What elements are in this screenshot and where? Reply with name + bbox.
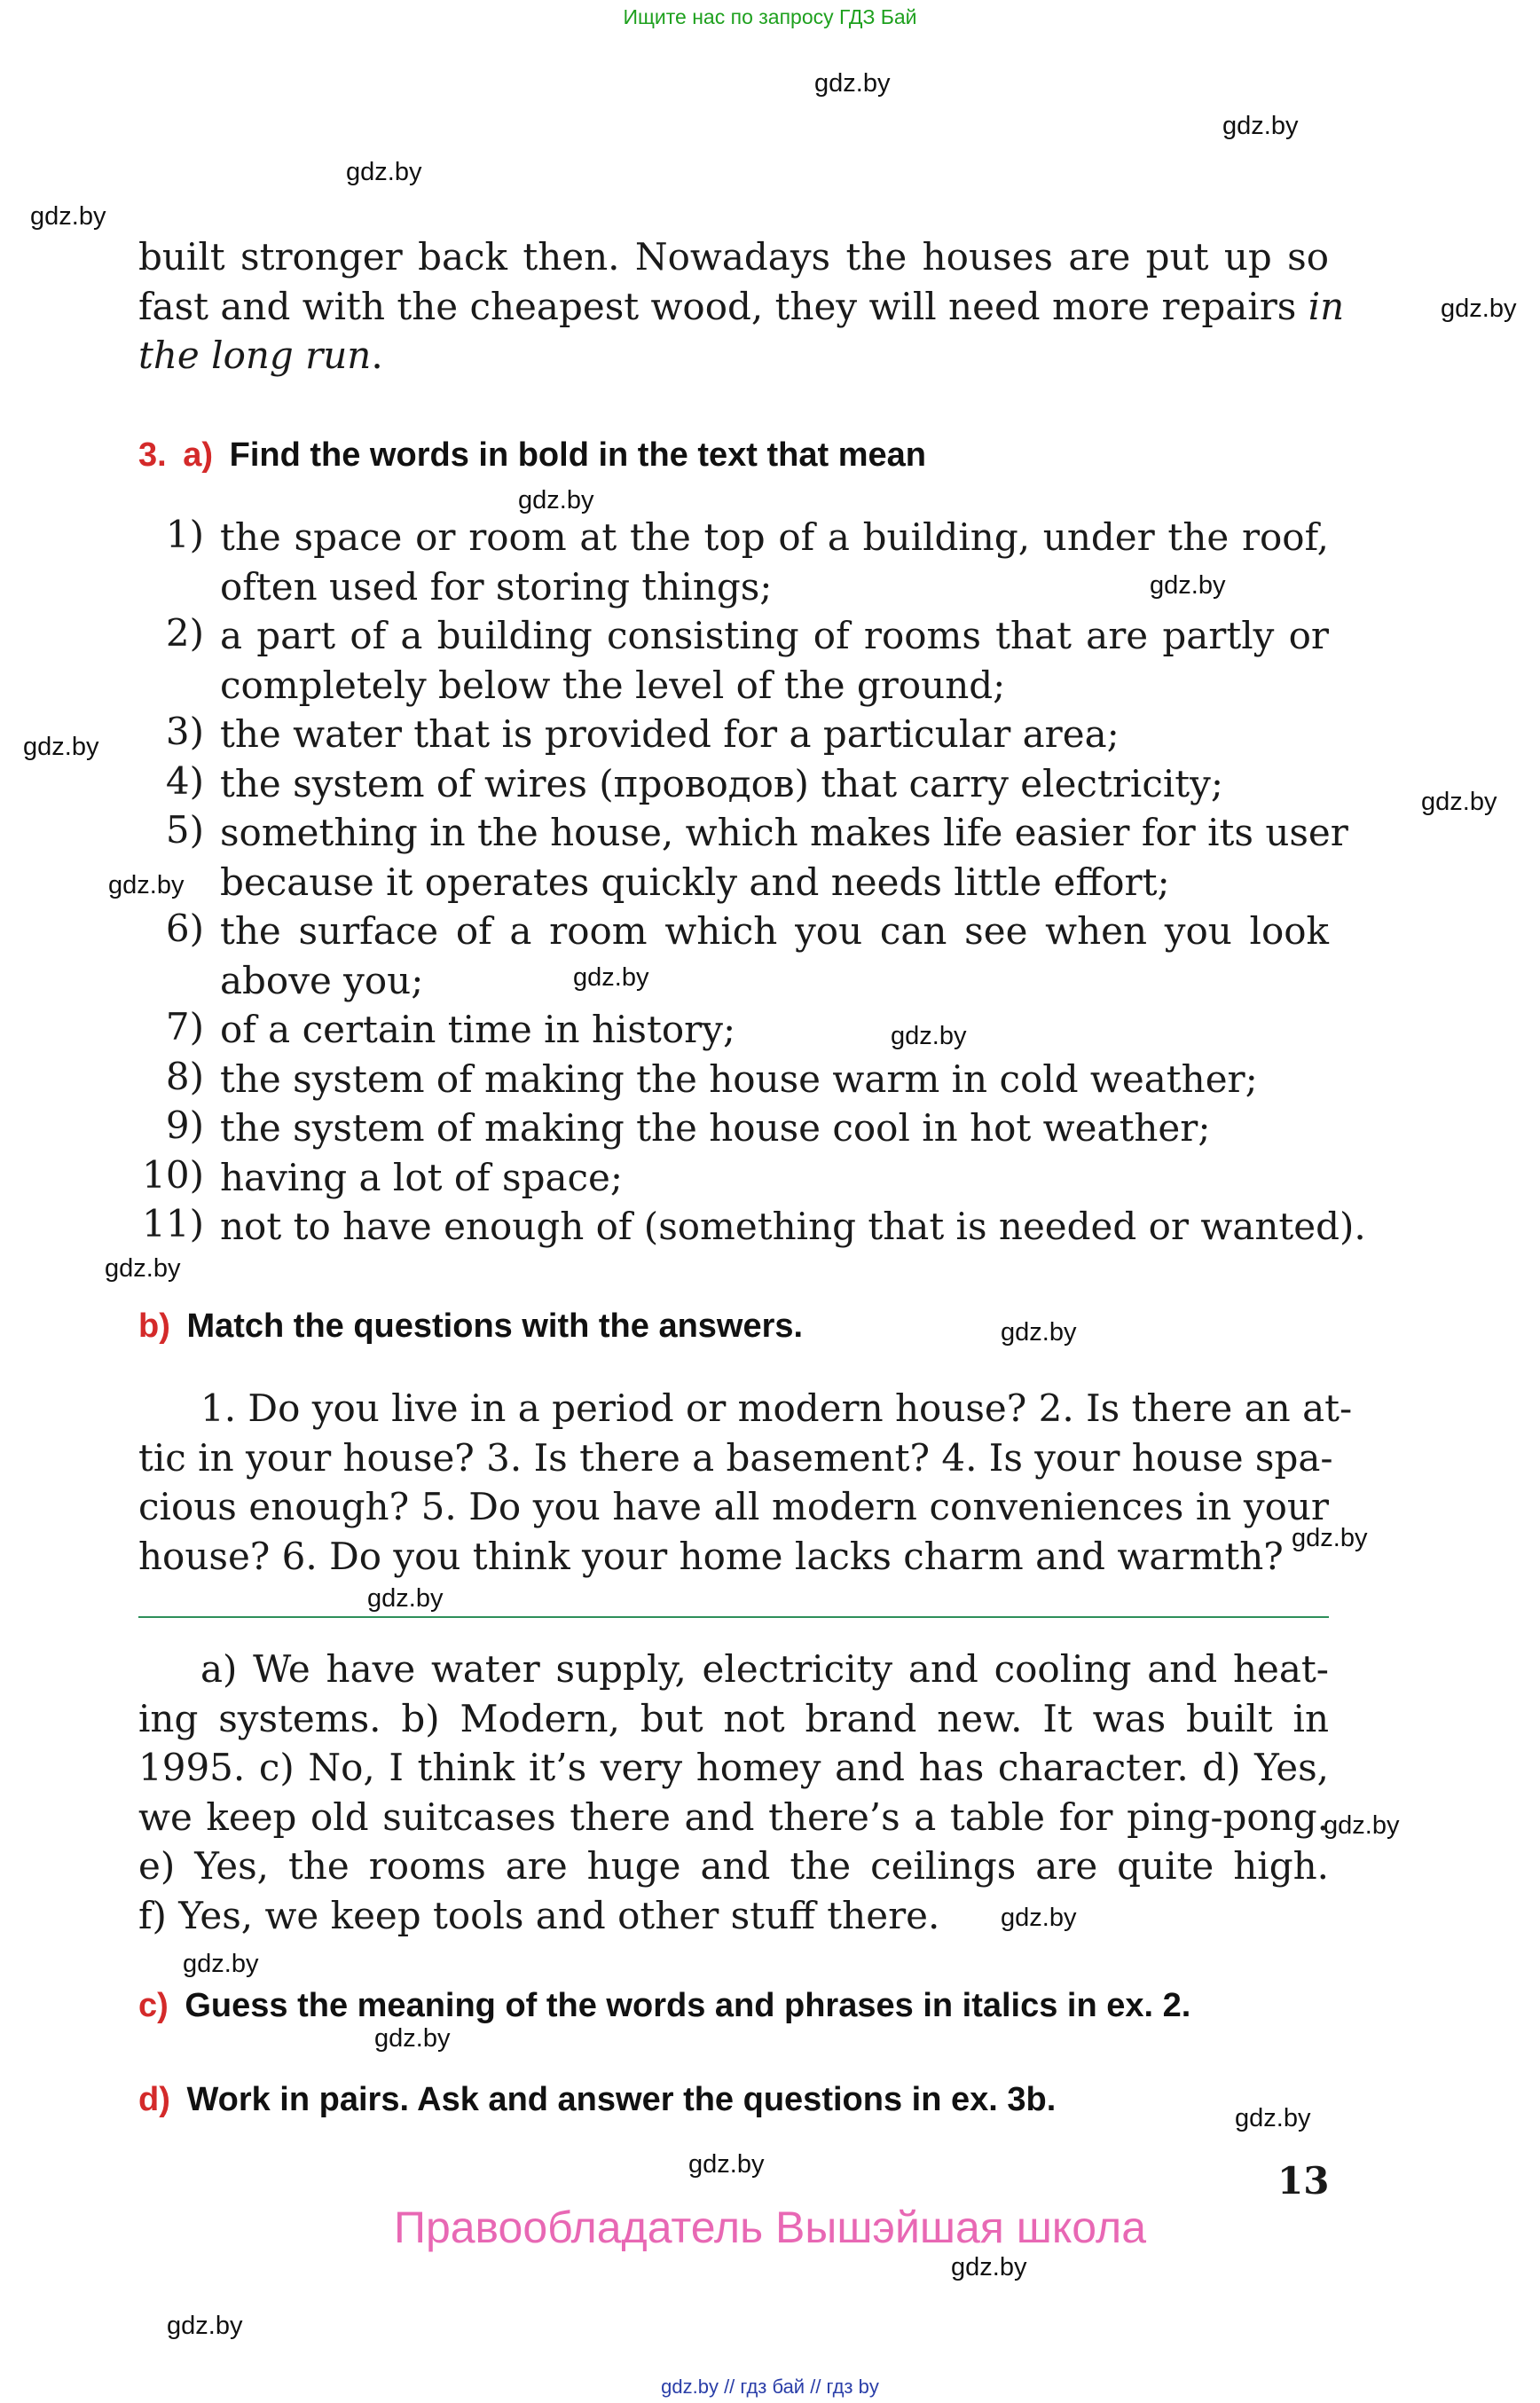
answers-line: f) Yes, we keep tools and other stuff there.: [138, 1893, 940, 1937]
list-item: [220, 1103, 1329, 1153]
top-banner: Ищите нас по запросу ГДЗ Бай: [623, 5, 917, 28]
item-number: 4): [165, 758, 204, 803]
list-item: [220, 1202, 1366, 1252]
watermark: gdz.by: [1441, 294, 1517, 323]
list-item-line: the space or room at the top of a building, under the roof,: [220, 515, 1329, 559]
questions-line: tic in your house? 3. Is there a basement? 4. Is your house spa-: [138, 1435, 1333, 1480]
list-item: [220, 907, 1329, 1005]
list-item-line: the system of making the house cool in hot weather;: [220, 1106, 1211, 1150]
watermark: gdz.by: [951, 2253, 1027, 2281]
instruction: Work in pairs. Ask and answer the questions in ex. 3b.: [186, 2081, 1057, 2118]
watermark: gdz.by: [1001, 1318, 1077, 1347]
watermark: gdz.by: [1235, 2104, 1311, 2132]
part-label: a): [183, 436, 214, 474]
watermark: gdz.by: [105, 1254, 181, 1283]
watermark: gdz.by: [30, 202, 106, 231]
watermark: gdz.by: [688, 2150, 765, 2179]
item-number: 7): [165, 1005, 204, 1048]
list-item: [220, 1005, 1329, 1055]
list-item-line: often used for storing things;: [220, 564, 773, 609]
list-item-line: because it operates quickly and needs little effort;: [220, 860, 1170, 904]
list-item-line: the water that is provided for a particular area;: [220, 712, 1120, 756]
watermark: gdz.by: [814, 69, 891, 98]
watermark: gdz.by: [1150, 571, 1226, 600]
list-item: [220, 1055, 1329, 1104]
exercise-3d-heading: [138, 2081, 1056, 2119]
watermark: gdz.by: [1292, 1524, 1368, 1552]
list-item-line: having a lot of space;: [220, 1155, 624, 1199]
exercise-number: 3.: [138, 436, 167, 474]
list-item-line: above you;: [220, 958, 424, 1002]
watermark: gdz.by: [1222, 112, 1299, 140]
instruction: Guess the meaning of the words and phrases in italics in ex. 2.: [185, 1987, 1191, 2024]
answers-paragraph: [138, 1645, 1329, 1940]
watermark: gdz.by: [1001, 1904, 1077, 1932]
list-item: [220, 1153, 1329, 1203]
list-item-line: the surface of a room which you can see when you look: [220, 909, 1329, 953]
part-label: b): [138, 1308, 170, 1345]
questions-line: cious enough? 5. Do you have all modern conveniences in your: [138, 1485, 1329, 1528]
answers-line: we keep old suitcases there and there’s a table for ping-pong.: [138, 1794, 1329, 1839]
item-number: 1): [165, 513, 204, 556]
watermark: gdz.by: [518, 486, 594, 514]
item-number: 3): [165, 710, 204, 753]
copyright-notice: Правообладатель Вышэйшая школа: [394, 2203, 1146, 2252]
watermark: gdz.by: [1324, 1811, 1400, 1840]
list-item-line: of a certain time in history;: [220, 1008, 736, 1051]
list-item: [220, 808, 1348, 907]
item-number: 10): [142, 1152, 204, 1197]
watermark: gdz.by: [374, 2024, 451, 2053]
answers-line: ing systems. b) Modern, but not brand new. It was built in: [138, 1696, 1329, 1740]
watermark: gdz.by: [346, 158, 422, 186]
watermark: gdz.by: [891, 1022, 967, 1050]
list-item-line: the system of making the house warm in cold weather;: [220, 1056, 1258, 1101]
intro-paragraph: [138, 232, 1345, 381]
footer-links: gdz.by // гдз бай // гдз by: [661, 2376, 879, 2398]
list-item: [220, 759, 1329, 809]
watermark: gdz.by: [183, 1950, 259, 1978]
watermark: gdz.by: [167, 2312, 243, 2340]
instruction: Find the words in bold in the text that mean: [229, 436, 926, 474]
answers-line: 1995. c) No, I think it’s very homey and has character. d) Yes,: [138, 1746, 1329, 1789]
list-item-line: the system of wires (проводов) that carry electricity;: [220, 761, 1224, 805]
intro-line: fast and with the cheapest wood, they will need more repairs in: [138, 284, 1345, 328]
divider-rule: [138, 1616, 1329, 1618]
watermark: gdz.by: [573, 963, 649, 992]
questions-line: house? 6. Do you think your home lacks charm and warmth?: [138, 1534, 1284, 1578]
watermark: gdz.by: [367, 1584, 444, 1613]
list-item-line: completely below the level of the ground;: [220, 663, 1006, 707]
list-item-line: not to have enough of (something that is needed or wanted).: [220, 1205, 1366, 1248]
list-item: [220, 611, 1329, 710]
exercise-3a-heading: [138, 436, 926, 475]
intro-line: built stronger back then. Nowadays the houses are put up so: [138, 235, 1329, 279]
page-number: 13: [1277, 2159, 1330, 2203]
item-number: 8): [165, 1054, 204, 1098]
instruction: Match the questions with the answers.: [186, 1308, 804, 1345]
item-number: 6): [165, 907, 204, 950]
item-number: 11): [142, 1202, 204, 1245]
exercise-3b-heading: [138, 1308, 803, 1346]
watermark: gdz.by: [108, 871, 185, 899]
questions-line: 1. Do you live in a period or modern house? 2. Is there an at-: [200, 1386, 1353, 1430]
list-item-line: a part of a building consisting of rooms that are partly or: [220, 614, 1329, 657]
item-number: 9): [165, 1103, 204, 1147]
watermark: gdz.by: [23, 733, 99, 761]
part-label: c): [138, 1987, 169, 2024]
list-item-line: something in the house, which makes life easier for its user: [220, 811, 1348, 854]
exercise-3c-heading: [138, 1987, 1190, 2025]
item-number: 5): [165, 808, 204, 852]
watermark: gdz.by: [1421, 788, 1497, 816]
answers-line: e) Yes, the rooms are huge and the ceilings are quite high.: [138, 1844, 1329, 1888]
intro-line: the long run.: [138, 334, 383, 377]
list-item: [220, 710, 1329, 759]
part-label: d): [138, 2081, 170, 2118]
answers-line: a) We have water supply, electricity and cooling and heat-: [200, 1647, 1329, 1691]
list-item: [220, 513, 1329, 611]
item-number: 2): [165, 611, 204, 655]
